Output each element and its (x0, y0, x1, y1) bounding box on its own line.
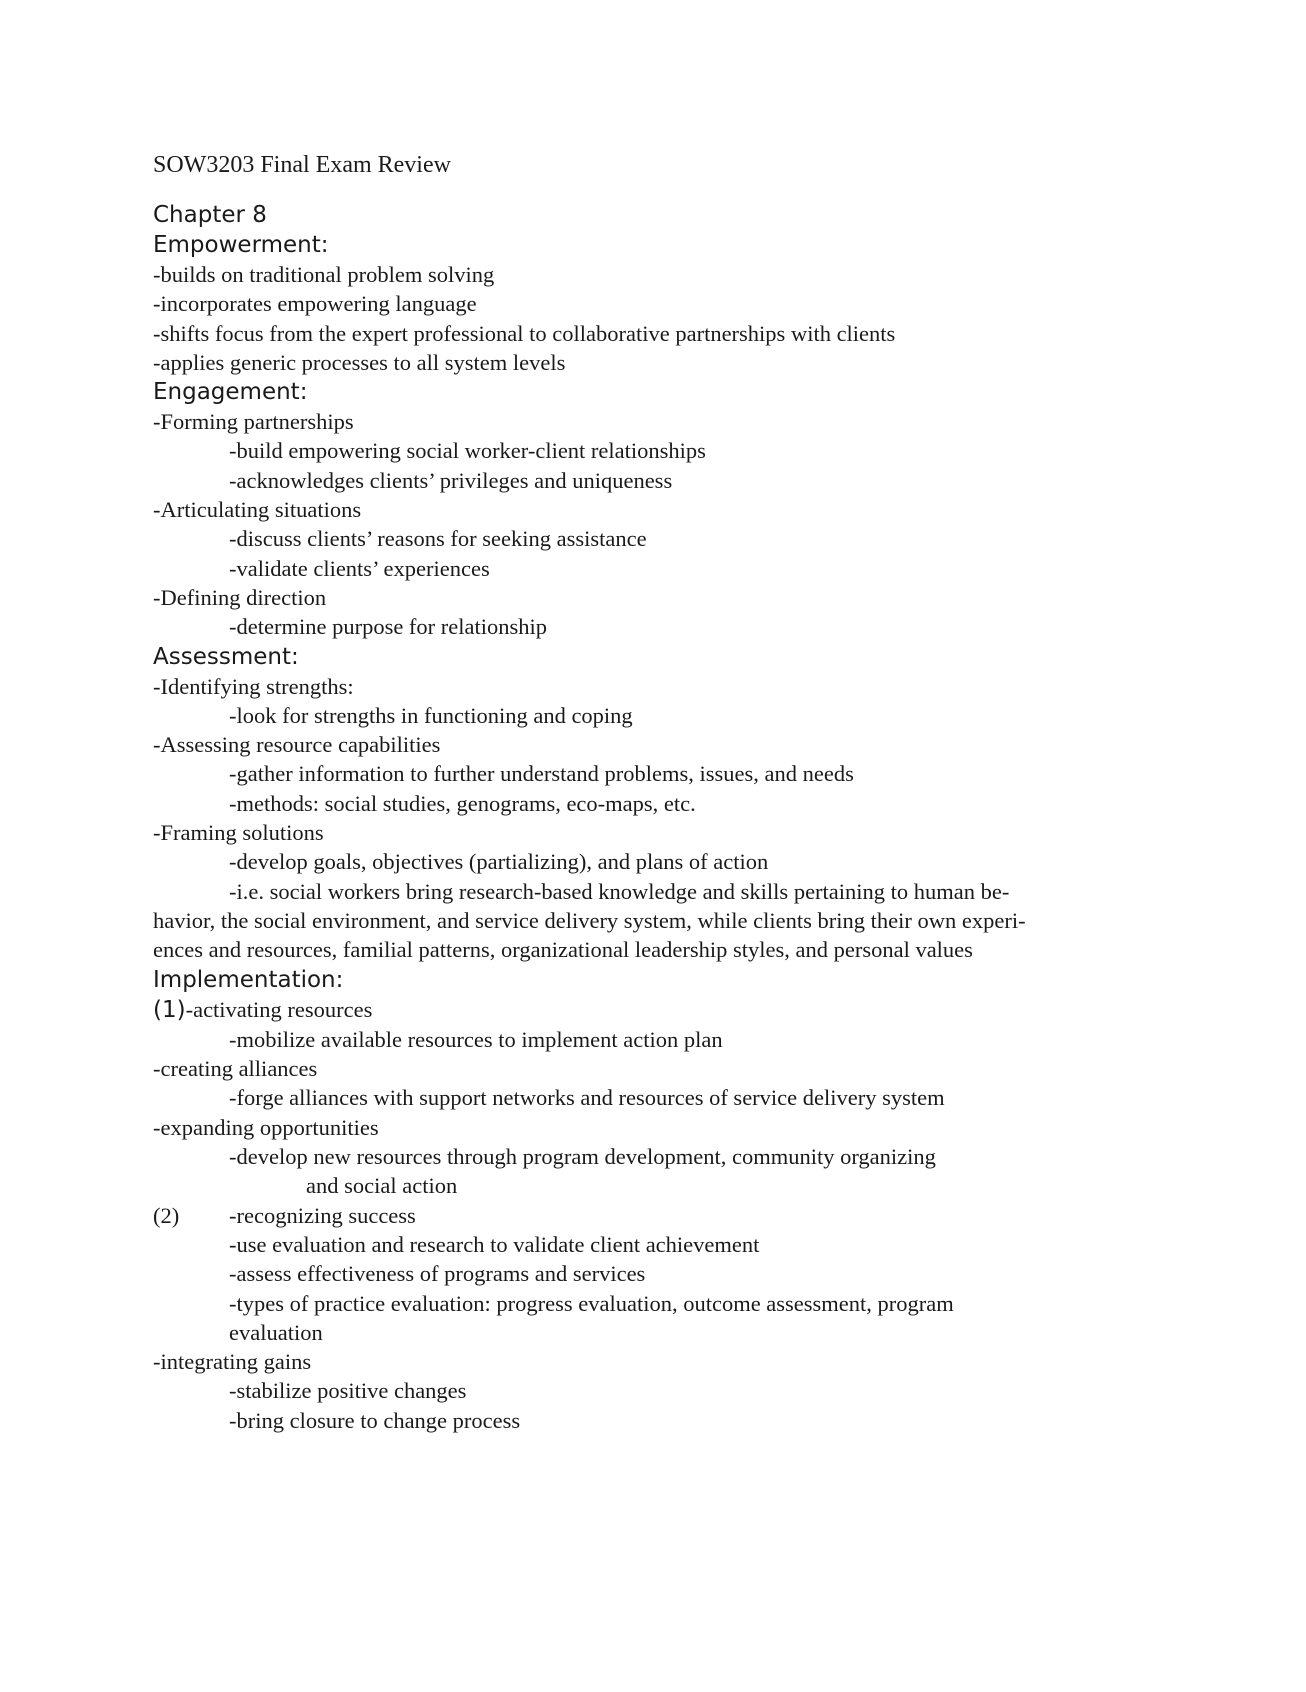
implementation-subitem-continuation: and social action (306, 1173, 458, 1199)
assessment-paragraph-line: -i.e. social workers bring research-based knowledge and skills pertaining to human be- (229, 878, 1010, 904)
assessment-subitem: -develop goals, objectives (partializing), and plans of action (229, 849, 769, 875)
assessment-subitem: -methods: social studies, genograms, eco-maps, etc. (229, 790, 696, 816)
empowerment-line: -shifts focus from the expert professional to collaborative partnerships with clients (153, 320, 896, 346)
assessment-paragraph-line: havior, the social environment, and service delivery system, while clients bring their own experi- (153, 907, 1026, 933)
implementation-item: -expanding opportunities (153, 1114, 379, 1140)
engagement-subitem: -discuss clients’ reasons for seeking assistance (229, 526, 647, 552)
implementation-subitem: -mobilize available resources to implement action plan (229, 1026, 723, 1052)
engagement-item: -Defining direction (153, 584, 327, 610)
implementation-subitem: -develop new resources through program development, community organizing (229, 1144, 936, 1170)
engagement-subitem: -build empowering social worker-client relationships (229, 438, 706, 464)
empowerment-heading: Empowerment: (153, 232, 329, 258)
implementation-subitem-continuation: evaluation (229, 1319, 323, 1345)
chapter-heading: Chapter 8 (153, 202, 267, 228)
engagement-item: -Articulating situations (153, 497, 362, 523)
assessment-heading: Assessment: (153, 643, 299, 670)
document-body (153, 150, 1163, 1435)
implementation-item: -creating alliances (153, 1056, 318, 1082)
implementation-item (153, 995, 1163, 1025)
empowerment-line: -incorporates empowering language (153, 291, 477, 317)
implementation-subitem: -forge alliances with support networks and resources of service delivery system (229, 1085, 945, 1111)
implementation-item-text: -recognizing success (229, 1202, 416, 1228)
implementation-subitem: -use evaluation and research to validate client achievement (229, 1231, 760, 1257)
step-number: (2) (153, 1202, 180, 1228)
engagement-subitem: -validate clients’ experiences (229, 555, 490, 581)
assessment-subitem: -look for strengths in functioning and coping (229, 702, 633, 728)
engagement-subitem: -determine purpose for relationship (229, 614, 548, 640)
implementation-item: -integrating gains (153, 1349, 312, 1375)
implementation-subitem: -assess effectiveness of programs and services (229, 1261, 646, 1287)
engagement-heading: Engagement: (153, 379, 308, 406)
assessment-subitem: -gather information to further understand problems, issues, and needs (229, 761, 854, 787)
assessment-paragraph-line: ences and resources, familial patterns, organizational leadership styles, and personal values (153, 937, 973, 963)
step-number: (1) (153, 996, 186, 1023)
assessment-item: -Assessing resource capabilities (153, 732, 441, 758)
engagement-item: -Forming partnerships (153, 409, 354, 435)
empowerment-line: -builds on traditional problem solving (153, 262, 495, 287)
implementation-item-text: -activating resources (185, 996, 373, 1022)
document-title: SOW3203 Final Exam Review (153, 152, 451, 178)
assessment-item: -Identifying strengths: (153, 673, 354, 699)
implementation-subitem: -types of practice evaluation: progress evaluation, outcome assessment, program (229, 1290, 954, 1316)
engagement-subitem: -acknowledges clients’ privileges and uniqueness (229, 467, 673, 493)
implementation-subitem: -bring closure to change process (229, 1407, 521, 1433)
assessment-item: -Framing solutions (153, 820, 324, 846)
implementation-subitem: -stabilize positive changes (229, 1378, 467, 1404)
implementation-item (153, 1201, 1163, 1230)
empowerment-line: -applies generic processes to all system levels (153, 349, 566, 375)
implementation-heading: Implementation: (153, 966, 344, 993)
